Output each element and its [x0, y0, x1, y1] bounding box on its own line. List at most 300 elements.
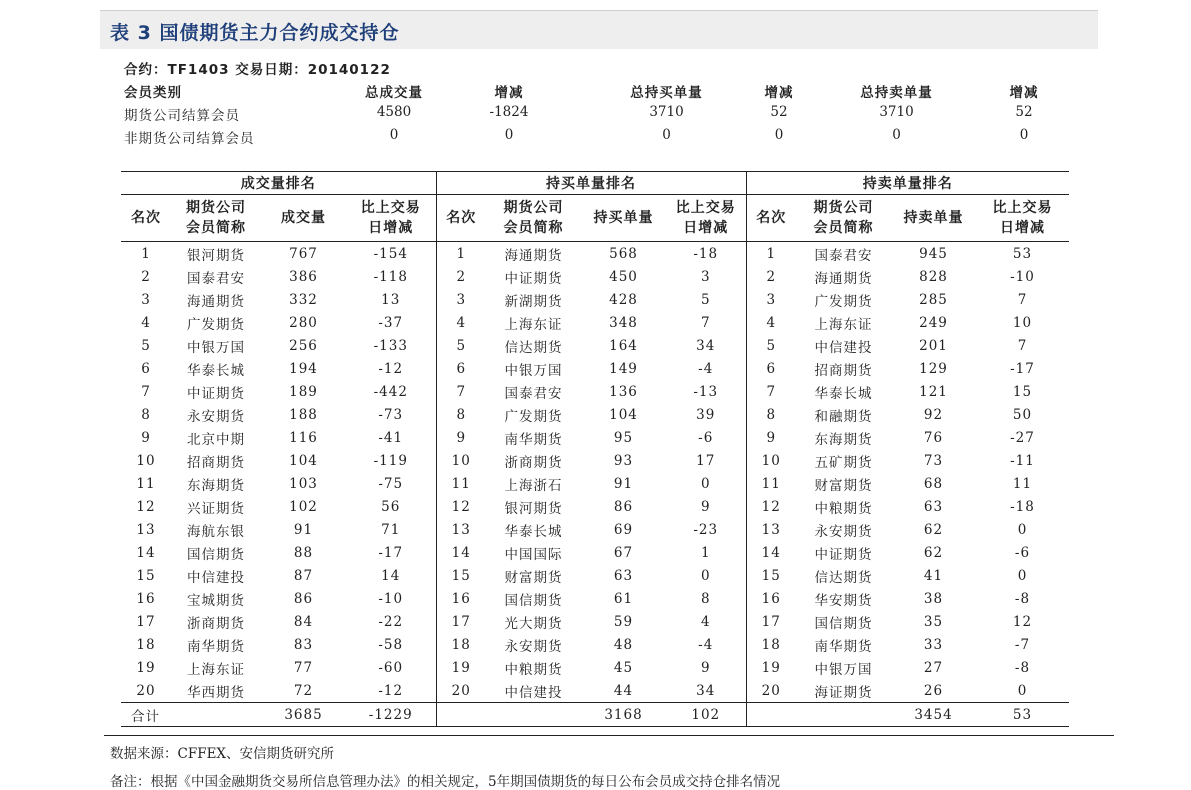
- rank-sell-cell: 17: [746, 610, 796, 633]
- header-rank: 名次: [121, 195, 171, 242]
- volume-cell: 280: [289, 314, 318, 331]
- summary-cell: 0: [774, 127, 784, 143]
- rank-sell-cell: 8: [746, 403, 796, 426]
- sell-change-cell: -7: [1014, 636, 1031, 653]
- header-change: [976, 195, 1069, 242]
- buy-cell: 149: [609, 360, 638, 377]
- volume-change-cell: -58: [378, 636, 404, 653]
- member-buy-cell: 银河期货: [504, 500, 563, 517]
- sell-cell: 33: [923, 636, 944, 653]
- volume-cell: 767: [289, 245, 318, 262]
- volume-cell: 188: [289, 406, 318, 423]
- rank-buy-cell: 5: [436, 334, 486, 357]
- rank-sell-cell: 11: [746, 472, 796, 495]
- header-change-line1: 比上交易: [360, 200, 421, 216]
- member-buy-cell: 南华期货: [504, 431, 563, 448]
- summary-cell: 0: [662, 127, 671, 143]
- rank-sell-cell: 20: [746, 679, 796, 703]
- rank-sell-cell: 4: [746, 311, 796, 334]
- member-buy-cell: 永安期货: [504, 638, 563, 655]
- summary-cell: 3710: [879, 104, 914, 120]
- rank-buy-cell: 16: [436, 587, 486, 610]
- buy-cell: 164: [609, 337, 638, 354]
- header-member: [171, 195, 261, 242]
- rank-volume-cell: 2: [141, 268, 151, 285]
- sell-change-cell: 50: [1012, 406, 1033, 423]
- summary-cell: 非期货公司结算会员: [124, 131, 255, 147]
- table-row: [121, 564, 1069, 587]
- volume-cell: 86: [293, 590, 314, 607]
- buy-change-cell: -18: [693, 245, 719, 262]
- table-row: [121, 288, 1069, 311]
- member-sell-cell: 中粮期货: [814, 500, 873, 517]
- header-member-line2: 会员简称: [186, 220, 246, 236]
- member-sell-cell: 中证期货: [814, 546, 873, 563]
- summary-cell: 0: [892, 127, 901, 143]
- volume-cell: 77: [293, 659, 314, 676]
- sell-change-cell: -8: [1014, 659, 1031, 676]
- rank-buy-cell: 9: [436, 426, 486, 449]
- volume-change-cell: -41: [378, 429, 404, 446]
- data-source: 数据来源：CFFEX、安信期货研究所: [110, 746, 335, 762]
- buy-change-cell: 8: [700, 590, 711, 607]
- summary-cell: -1824: [489, 104, 529, 120]
- header-change-line2: 日增减: [368, 220, 414, 236]
- sell-change-cell: -11: [1010, 452, 1035, 469]
- table-row: [121, 472, 1069, 495]
- table-title: 表 3 国债期货主力合约成交持仓: [110, 22, 400, 44]
- volume-change-cell: -12: [378, 360, 404, 377]
- member-volume-cell: 国泰君安: [187, 270, 245, 287]
- member-volume-cell: 招商期货: [187, 454, 245, 471]
- header-change: [666, 195, 746, 242]
- member-buy-cell: 新湖期货: [504, 293, 563, 310]
- member-buy-cell: 信达期货: [504, 339, 563, 356]
- buy-change-cell: 9: [700, 659, 711, 676]
- rank-volume-cell: 16: [136, 590, 156, 607]
- summary-header-member-type: 会员类别: [124, 85, 182, 101]
- sell-cell: 285: [919, 291, 948, 308]
- volume-cell: 194: [289, 360, 318, 377]
- table-row: [121, 587, 1069, 610]
- sub-header-row: [121, 195, 1069, 242]
- sell-cell: 121: [919, 383, 948, 400]
- rank-volume-cell: 10: [136, 452, 156, 469]
- member-volume-cell: 上海东证: [187, 661, 245, 678]
- buy-cell: 104: [609, 406, 638, 423]
- sell-change-cell: -8: [1014, 590, 1031, 607]
- buy-change-cell: 5: [700, 291, 711, 308]
- sell-change-cell: 7: [1017, 337, 1028, 354]
- member-buy-cell: 中证期货: [504, 270, 563, 287]
- rank-buy-cell: 8: [436, 403, 486, 426]
- total-row: [121, 703, 1069, 727]
- buy-cell: 450: [609, 268, 638, 285]
- ranking-table: [121, 171, 1069, 727]
- member-volume-cell: 华泰长城: [187, 362, 245, 379]
- rank-sell-cell: 15: [746, 564, 796, 587]
- volume-change-cell: -442: [373, 383, 408, 400]
- rank-volume-cell: 1: [141, 245, 151, 262]
- member-buy-cell: 光大期货: [504, 615, 563, 632]
- summary-header-total-buy: 总持买单量: [630, 85, 703, 101]
- total-buy: 3168: [581, 703, 666, 727]
- member-sell-cell: 南华期货: [814, 638, 873, 655]
- volume-change-cell: -73: [378, 406, 404, 423]
- group-buy-ranking: 持买单量排名: [436, 172, 746, 195]
- member-buy-cell: 海通期货: [504, 247, 563, 264]
- volume-change-cell: -118: [373, 268, 408, 285]
- rank-sell-cell: 13: [746, 518, 796, 541]
- member-sell-cell: 财富期货: [814, 477, 873, 494]
- table-row: [121, 518, 1069, 541]
- rank-volume-cell: 6: [141, 360, 151, 377]
- table-row: [121, 380, 1069, 403]
- member-volume-cell: 中证期货: [187, 385, 245, 402]
- rank-buy-cell: 3: [436, 288, 486, 311]
- member-buy-cell: 华泰长城: [504, 523, 563, 540]
- sell-cell: 73: [923, 452, 944, 469]
- sell-cell: 945: [919, 245, 948, 262]
- volume-change-cell: -133: [373, 337, 408, 354]
- buy-change-cell: 3: [700, 268, 711, 285]
- buy-change-cell: -4: [698, 360, 714, 377]
- volume-cell: 104: [289, 452, 318, 469]
- volume-change-cell: -12: [378, 682, 404, 699]
- header-change-line2: 日增减: [1000, 220, 1045, 236]
- header-buy: 持买单量: [581, 195, 666, 242]
- buy-change-cell: 39: [696, 406, 716, 423]
- buy-change-cell: -4: [698, 636, 714, 653]
- summary-cell: 52: [770, 104, 788, 120]
- rank-volume-cell: 8: [141, 406, 151, 423]
- table-row: [121, 449, 1069, 472]
- sell-change-cell: 0: [1017, 682, 1028, 699]
- table-row: [121, 311, 1069, 334]
- summary-header-row: [124, 81, 1064, 104]
- table-title-bar: [100, 10, 1098, 49]
- volume-change-cell: 14: [381, 567, 401, 584]
- sell-cell: 68: [923, 475, 944, 492]
- rank-volume-cell: 12: [136, 498, 156, 515]
- member-sell-cell: 中信建投: [814, 339, 873, 356]
- rank-sell-cell: 19: [746, 656, 796, 679]
- buy-change-cell: 9: [700, 498, 711, 515]
- volume-cell: 72: [293, 682, 314, 699]
- member-buy-cell: 国泰君安: [504, 385, 563, 402]
- member-sell-cell: 信达期货: [814, 569, 873, 586]
- buy-cell: 67: [613, 544, 634, 561]
- rank-volume-cell: 20: [136, 682, 156, 699]
- volume-cell: 189: [289, 383, 318, 400]
- volume-change-cell: -60: [378, 659, 404, 676]
- rank-volume-cell: 7: [141, 383, 151, 400]
- member-sell-cell: 中银万国: [814, 661, 873, 678]
- buy-change-cell: 0: [700, 567, 711, 584]
- rank-buy-cell: 18: [436, 633, 486, 656]
- buy-cell: 428: [609, 291, 638, 308]
- rank-sell-cell: 7: [746, 380, 796, 403]
- sell-cell: 129: [919, 360, 948, 377]
- buy-change-cell: -13: [693, 383, 719, 400]
- sell-change-cell: -6: [1014, 544, 1031, 561]
- summary-cell: 期货公司结算会员: [124, 108, 240, 124]
- total-empty: [796, 703, 891, 727]
- buy-cell: 63: [613, 567, 634, 584]
- buy-change-cell: -23: [693, 521, 719, 538]
- rank-buy-cell: 4: [436, 311, 486, 334]
- rank-buy-cell: 15: [436, 564, 486, 587]
- buy-cell: 95: [613, 429, 634, 446]
- total-empty: [486, 703, 581, 727]
- total-empty: [171, 703, 261, 727]
- member-volume-cell: 北京中期: [187, 431, 245, 448]
- header-change-line1: 比上交易: [992, 200, 1053, 216]
- rank-sell-cell: 1: [746, 242, 796, 266]
- contract-line: [124, 58, 1064, 81]
- rank-buy-cell: 12: [436, 495, 486, 518]
- member-sell-cell: 国信期货: [814, 615, 873, 632]
- summary-cell: 0: [1019, 127, 1029, 143]
- rank-volume-cell: 13: [136, 521, 156, 538]
- rank-buy-cell: 14: [436, 541, 486, 564]
- sell-cell: 62: [923, 521, 944, 538]
- table-row: [121, 656, 1069, 679]
- table-row: [121, 679, 1069, 703]
- table-row: [121, 495, 1069, 518]
- sell-change-cell: 7: [1017, 291, 1028, 308]
- summary-cell: 0: [504, 127, 514, 143]
- buy-cell: 136: [609, 383, 638, 400]
- sell-cell: 41: [923, 567, 944, 584]
- member-buy-cell: 上海东证: [504, 316, 563, 333]
- member-volume-cell: 海通期货: [187, 293, 245, 310]
- table-row: [121, 610, 1069, 633]
- rank-buy-cell: 1: [436, 242, 486, 266]
- buy-change-cell: 0: [700, 475, 711, 492]
- volume-cell: 116: [289, 429, 318, 446]
- buy-cell: 45: [613, 659, 634, 676]
- header-member-line2: 会员简称: [503, 220, 564, 236]
- member-buy-cell: 中信建投: [504, 684, 563, 701]
- member-volume-cell: 南华期货: [187, 638, 245, 655]
- buy-change-cell: 7: [700, 314, 711, 331]
- volume-change-cell: -10: [378, 590, 404, 607]
- volume-cell: 102: [289, 498, 318, 515]
- volume-change-cell: -119: [373, 452, 408, 469]
- rank-sell-cell: 3: [746, 288, 796, 311]
- member-buy-cell: 中国国际: [504, 546, 563, 563]
- summary-header-buy-change: 增减: [764, 85, 794, 101]
- volume-cell: 84: [293, 613, 314, 630]
- volume-cell: 91: [293, 521, 314, 538]
- sell-change-cell: 0: [1017, 567, 1028, 584]
- sell-change-cell: 0: [1017, 521, 1028, 538]
- volume-change-cell: -154: [373, 245, 408, 262]
- volume-cell: 256: [289, 337, 318, 354]
- rank-volume-cell: 5: [141, 337, 151, 354]
- table-row: [121, 403, 1069, 426]
- summary-header-total-volume: 总成交量: [365, 85, 423, 101]
- volume-cell: 83: [293, 636, 314, 653]
- sell-cell: 92: [923, 406, 944, 423]
- rank-sell-cell: 5: [746, 334, 796, 357]
- header-member: [796, 195, 891, 242]
- rank-volume-cell: 9: [141, 429, 151, 446]
- header-change: [346, 195, 436, 242]
- sell-change-cell: -18: [1010, 498, 1035, 515]
- summary-cell: 4580: [376, 104, 412, 120]
- buy-change-cell: -6: [698, 429, 714, 446]
- rank-buy-cell: 11: [436, 472, 486, 495]
- member-volume-cell: 中信建投: [187, 569, 245, 586]
- header-sell: 持卖单量: [891, 195, 976, 242]
- member-volume-cell: 国信期货: [187, 546, 245, 563]
- summary-header-total-sell: 总持卖单量: [860, 85, 933, 101]
- rank-sell-cell: 10: [746, 449, 796, 472]
- member-sell-cell: 广发期货: [814, 293, 873, 310]
- member-buy-cell: 财富期货: [504, 569, 563, 586]
- rank-buy-cell: 6: [436, 357, 486, 380]
- buy-change-cell: 17: [696, 452, 716, 469]
- volume-change-cell: 71: [381, 521, 401, 538]
- sell-cell: 76: [923, 429, 944, 446]
- sell-cell: 26: [923, 682, 944, 699]
- member-volume-cell: 浙商期货: [187, 615, 245, 632]
- volume-change-cell: 56: [381, 498, 401, 515]
- volume-change-cell: -75: [378, 475, 404, 492]
- member-sell-cell: 和融期货: [814, 408, 873, 425]
- summary-header-volume-change: 增减: [494, 85, 524, 101]
- total-label: 合计: [121, 703, 171, 727]
- buy-cell: 348: [609, 314, 638, 331]
- sell-cell: 63: [923, 498, 944, 515]
- total-sell: 3454: [891, 703, 976, 727]
- rank-volume-cell: 11: [136, 475, 156, 492]
- member-volume-cell: 兴证期货: [187, 500, 245, 517]
- rank-sell-cell: 16: [746, 587, 796, 610]
- member-volume-cell: 中银万国: [187, 339, 245, 356]
- rank-buy-cell: 7: [436, 380, 486, 403]
- buy-cell: 44: [613, 682, 634, 699]
- summary-cell: 0: [389, 127, 399, 143]
- rank-volume-cell: 14: [136, 544, 156, 561]
- buy-cell: 48: [613, 636, 634, 653]
- group-sell-ranking: 持卖单量排名: [746, 172, 1069, 195]
- rank-buy-cell: 10: [436, 449, 486, 472]
- table-row: [121, 334, 1069, 357]
- member-sell-cell: 五矿期货: [814, 454, 873, 471]
- header-member: [486, 195, 581, 242]
- header-rank: 名次: [746, 195, 796, 242]
- header-rank: 名次: [436, 195, 486, 242]
- volume-change-cell: -17: [378, 544, 404, 561]
- buy-cell: 93: [613, 452, 634, 469]
- member-volume-cell: 永安期货: [187, 408, 245, 425]
- member-sell-cell: 永安期货: [814, 523, 873, 540]
- buy-change-cell: 34: [696, 337, 716, 354]
- member-sell-cell: 华安期货: [814, 592, 873, 609]
- buy-cell: 91: [613, 475, 634, 492]
- summary-cell: 3710: [649, 104, 684, 120]
- rank-sell-cell: 2: [746, 265, 796, 288]
- member-sell-cell: 上海东证: [814, 316, 873, 333]
- sell-change-cell: 10: [1012, 314, 1033, 331]
- header-member-line2: 会员简称: [813, 220, 874, 236]
- total-sell-change: 53: [976, 703, 1069, 727]
- summary-cell: 52: [1015, 104, 1033, 120]
- rank-sell-cell: 9: [746, 426, 796, 449]
- sell-change-cell: 11: [1012, 475, 1033, 492]
- rank-sell-cell: 18: [746, 633, 796, 656]
- table-row: [121, 242, 1069, 266]
- sell-change-cell: -27: [1010, 429, 1035, 446]
- volume-change-cell: 13: [381, 291, 401, 308]
- volume-cell: 386: [289, 268, 318, 285]
- member-buy-cell: 中银万国: [504, 362, 563, 379]
- table-row: [121, 633, 1069, 656]
- total-volume: 3685: [261, 703, 346, 727]
- buy-change-cell: 4: [700, 613, 711, 630]
- header-member-line1: 期货公司: [503, 200, 564, 216]
- total-buy-change: 102: [666, 703, 746, 727]
- table-row: [121, 541, 1069, 564]
- rank-volume-cell: 19: [136, 659, 156, 676]
- table-row: [121, 265, 1069, 288]
- summary-section: [124, 58, 1064, 150]
- sell-cell: 35: [923, 613, 944, 630]
- rank-volume-cell: 3: [141, 291, 151, 308]
- member-buy-cell: 浙商期货: [504, 454, 563, 471]
- buy-change-cell: 1: [700, 544, 711, 561]
- sell-cell: 828: [919, 268, 948, 285]
- member-sell-cell: 海通期货: [814, 270, 873, 287]
- summary-row: [124, 127, 1064, 150]
- rank-sell-cell: 12: [746, 495, 796, 518]
- sell-cell: 201: [919, 337, 948, 354]
- rank-buy-cell: 2: [436, 265, 486, 288]
- header-member-line1: 期货公司: [186, 200, 246, 216]
- sell-cell: 38: [923, 590, 944, 607]
- member-buy-cell: 广发期货: [504, 408, 563, 425]
- summary-header-sell-change: 增减: [1009, 85, 1039, 101]
- sell-change-cell: -17: [1010, 360, 1035, 377]
- volume-cell: 332: [289, 291, 318, 308]
- member-volume-cell: 银河期货: [187, 247, 245, 264]
- ranking-body: [121, 242, 1069, 703]
- volume-cell: 88: [293, 544, 314, 561]
- volume-cell: 87: [293, 567, 314, 584]
- member-buy-cell: 国信期货: [504, 592, 563, 609]
- rank-volume-cell: 18: [136, 636, 156, 653]
- sell-cell: 62: [923, 544, 944, 561]
- sell-change-cell: 12: [1012, 613, 1033, 630]
- rank-buy-cell: 20: [436, 679, 486, 703]
- sell-change-cell: -10: [1010, 268, 1035, 285]
- volume-change-cell: -37: [378, 314, 404, 331]
- rank-volume-cell: 17: [136, 613, 156, 630]
- volume-cell: 103: [289, 475, 318, 492]
- footnote: 备注：根据《中国金融期货交易所信息管理办法》的相关规定，5年期国债期货的每日公布会员成交持仓排名情况: [110, 774, 781, 790]
- buy-cell: 59: [613, 613, 634, 630]
- total-empty: [746, 703, 796, 727]
- member-volume-cell: 海航东银: [187, 523, 245, 540]
- member-buy-cell: 上海浙石: [504, 477, 563, 494]
- sell-cell: 27: [923, 659, 944, 676]
- rank-sell-cell: 14: [746, 541, 796, 564]
- table-row: [121, 426, 1069, 449]
- table-row: [121, 357, 1069, 380]
